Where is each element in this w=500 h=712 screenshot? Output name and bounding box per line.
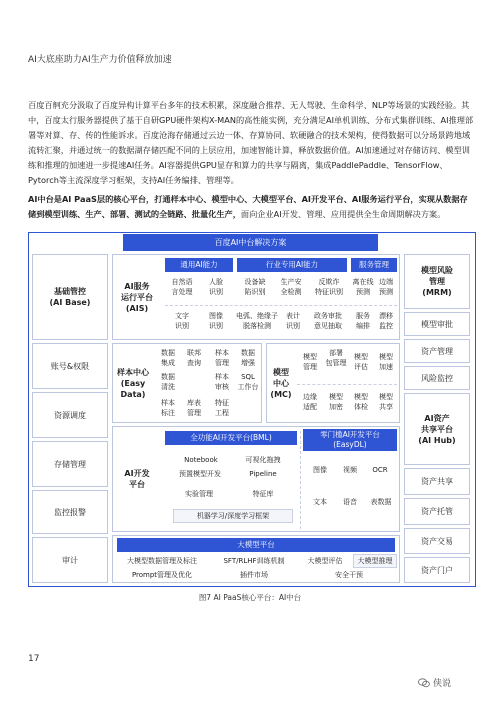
ais-service-item: 边端 预测 [379,278,393,296]
llm-item: Prompt管理及优化 [131,571,193,579]
easydl-item: 图像 [313,466,327,474]
right-asset-sharing: 资产共享 [404,468,470,495]
ais-industry-item: 政务审批 意见抽取 [314,312,342,330]
ai-dev-label: AI开发 平台 [124,469,150,489]
right-asset-portal: 资产门户 [404,557,470,583]
easydata-item: 库表 管理 [187,399,201,417]
header-title: AI大底座助力AI生产力价值释放加速 [28,55,172,65]
mc-label: 模型 中心 (MC) [270,367,292,399]
easydata-item: SQL 工作台 [237,373,259,391]
ais-general-item: 图像 识别 [209,312,223,330]
easydl-item: OCR [372,466,388,474]
ais-row-divider [165,305,397,306]
mc-item: 模型 评估 [354,353,368,371]
ais-industry-item: 设备缺 陷识别 [244,278,266,296]
paragraph-normal-text: 面向企业AI开发、管理、应用提供全生命周期解决方案。 [240,209,446,219]
figure-caption: 图7 AI PaaS核心平台：AI中台 [198,593,302,602]
architecture-diagram [28,232,476,587]
easydl-item: 表数据 [370,498,392,506]
section-easydata [112,343,262,423]
easydl-item: 语音 [343,498,357,506]
left-storage-management: 存储管理 [32,441,108,487]
ais-industry-item: 反欺诈 特征识别 [315,278,343,296]
left-account-permission: 账号&权限 [32,343,108,389]
easydata-item: 数据 增强 [241,349,255,367]
bml-item-experiment: 实验管理 [185,490,213,498]
llm-item: 插件市场 [240,571,268,579]
mc-item: 模型 共享 [379,393,393,411]
easydata-item: 样本 管理 [215,349,229,367]
mc-item: 模型 加速 [379,353,393,371]
easydata-item: 数据 清洗 [161,373,175,391]
llm-item: SFT/RLHF训练机制 [223,557,285,565]
page-number: 17 [28,654,40,664]
right-asset-hosting: 资产托管 [404,498,470,525]
mc-item: 模型 加密 [329,393,343,411]
diagram-title: 百度AI中台解决方案 [123,234,378,251]
ais-service-item: 服务 编排 [356,312,370,330]
section-ais [112,254,400,340]
easydata-item: 联邦 查询 [187,349,201,367]
left-monitoring-alarm: 监控报警 [32,490,108,534]
right-asset-trading: 资产交易 [404,528,470,554]
mc-row-divider [297,384,397,385]
ais-label: AI服务 运行平台 (AIS) [121,281,153,313]
ais-general-item: 自然语 言处理 [171,278,193,296]
bml-item-visual-drag: 可视化拖拽 [245,456,281,464]
mc-item: 部署 包管理 [325,349,347,367]
right-risk-monitoring: 风险监控 [404,366,470,390]
easydata-label: 样本中心 (Easy Data) [117,367,149,399]
bml-item-feature-store: 特征库 [252,490,274,498]
ais-general-item: 人脸 识别 [209,278,223,296]
mc-item: 模型 管理 [303,353,317,371]
watermark [418,676,451,689]
easydl-item: 文本 [313,498,327,506]
bml-item-framework: 机器学习/深度学习框架 [173,509,293,523]
easydata-item: 样本 审核 [215,373,229,391]
paragraph-bold-text: AI中台是AI PaaS层的核心平台，打通样本中心、模型中心、大模型平台、AI开发平台、AI服务运行平台，实现从数据存储到模型训练、生产、部署、测试的全链路、批量化生产， [28,194,468,219]
paragraph-ai-platform [28,192,474,222]
right-mrm: 模型风险 管理 (MRM) [404,254,470,309]
easydata-item: 数据 集成 [161,349,175,367]
mc-item: 边缘 适配 [303,393,317,411]
right-ai-hub: AI资产 共享平台 (AI Hub) [404,393,470,465]
bml-item-preset-model: 预置模型开发 [179,470,221,478]
left-resource-scheduling: 资源调度 [32,392,108,438]
section-llm [112,535,400,583]
ais-industry-item: 电弧、绝缘子 脱落检测 [236,312,278,330]
right-model-approval: 模型审批 [404,312,470,336]
ais-industry-title: 行业专用AI能力 [237,258,347,272]
ais-industry-item: 生产安 全检测 [280,278,302,296]
ais-service-item: 离在线 预测 [352,278,374,296]
easydl-item: 视频 [343,466,357,474]
mc-item: 模型 体检 [354,393,368,411]
bml-item-notebook: Notebook [184,456,218,464]
watermark-text: 侠说 [433,679,452,689]
ais-general-item: 文字 识别 [175,312,189,330]
llm-item: 大模型数据管理及标注 [127,557,197,565]
bml-item-pipeline: Pipeline [249,470,277,478]
llm-title: 大模型平台 [117,538,395,552]
left-audit: 审计 [32,537,108,583]
easydata-item: 特征 工程 [215,399,229,417]
left-ai-base: 基础管控 (AI Base) [32,254,108,340]
section-ai-dev [112,426,400,532]
easydata-item: 样本 标注 [161,399,175,417]
wechat-icon [418,678,430,688]
ais-general-title: 通用AI能力 [165,258,233,272]
paragraph-intro: 百度百舸充分汲取了百度异构计算平台多年的技术积累，深度融合推荐、无人驾驶、生命科学、NLP等场景的实践经验。其中，百度太行服务器提供了基于自研GPU硬件架构X-MAN的高性能实例，充分满足AI单机训练、分布式集群训练、AI推理部署等对算、存、传的性能诉求。百度沧海存储通过云边一体、存算协同、软硬融合的技术架构，使得数据可以分场景跨地域流转汇聚，并通过统一的数据湖存储匹配不同的上层应用，加速智能计算，释放数据价值。AI加速通过对存储访问、模型训练和推理的加速进一步提速AI任务。AI容器提供GPU显存和算力的共享与隔离，集成PaddlePaddle、TensorFlow、Pytorch等主流深度学习框架，支持AI任务编排、管理等。 [28,100,474,185]
llm-item: 大模型评估 [307,557,343,565]
section-mc [266,343,400,423]
llm-item: 安全干预 [335,571,363,579]
ais-service-item: 漂移 监控 [379,312,393,330]
easydl-title: 零门槛AI开发平台 (EasyDL) [303,429,397,451]
bml-title: 全功能AI开发平台(BML) [165,431,297,445]
right-asset-management: 资产管理 [404,339,470,363]
ais-service-title: 服务管理 [351,258,397,272]
ais-industry-item: 表计 识别 [286,312,300,330]
llm-item: 大模型推理 [353,554,397,568]
dev-divider [300,431,301,529]
